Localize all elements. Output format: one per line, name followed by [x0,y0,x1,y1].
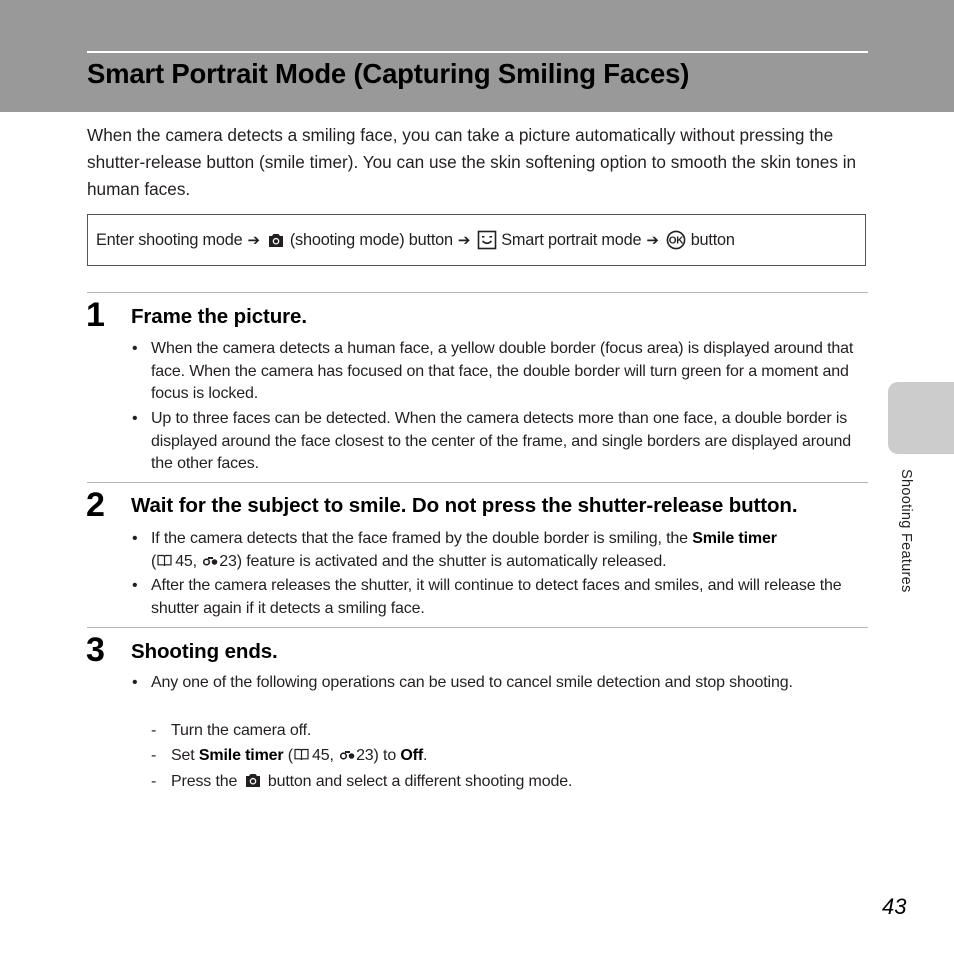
bullet-text: Any one of the following operations can be used to cancel smile detection and stop shooting. [151,674,793,691]
bullet-icon: • [132,530,138,547]
step-title: Frame the picture. [131,305,307,328]
sub-list-item: - Turn the camera off. [151,722,312,739]
step-divider [87,627,868,628]
ok-button-icon [666,230,686,250]
setting-name: Smile timer [198,747,284,764]
bullet-item [132,338,868,406]
bullet-text: Up to three faces can be detected. When the camera detects more than one face, a double border is displayed around the face closest to the center of the frame, and single borders are displayed around the other faces. [151,410,851,472]
bullet-icon: • [132,577,138,594]
step-divider [87,292,868,293]
bullet-icon: • [132,340,138,357]
book-reference-icon [294,748,309,761]
page-number: 43 [882,894,907,919]
bullet-item [132,575,868,620]
page-title: Smart Portrait Mode (Capturing Smiling Faces) [87,58,690,89]
side-tab-label: Shooting Features [898,469,914,593]
bullet-text: When the camera detects a human face, a yellow double border (focus area) is displayed around that face. When the camera has focused on that face, the double border will turn green for a moment and focus is locked. [151,340,854,402]
sub-list-item: - Press the button and select a different shooting mode. [151,773,573,790]
intro-paragraph: When the camera detects a smiling face, you can take a picture automatically without pressing the shutter-release button (smile timer). You can use the skin softening option to smooth the skin tones in human faces. [87,125,857,199]
sub-list-item: - Set Smile timer ( 45, 23) to Off. [151,747,428,764]
side-tab [888,382,954,454]
camera-icon [244,771,262,789]
step-number: 3 [86,631,105,669]
arrow-icon: ➔ [457,232,471,249]
svg-text:OK: OK [668,235,684,247]
reference-section-icon [203,556,218,566]
arrow-icon: ➔ [646,232,659,249]
bullet-item [132,528,868,573]
step-divider [87,482,868,483]
bullet-text: After the camera releases the shutter, it will continue to detect faces and smiles, and will release the shutter again if it detects a smiling face. [151,577,842,617]
step-title: Shooting ends. [131,640,278,663]
bullet-item [132,672,868,695]
bullet-icon: • [132,674,138,691]
bullet-text: If the camera detects that the face framed by the double border is smiling, the Smile timer ( 45, 23) feature is activated and the shutter is automatically released. [151,530,777,570]
book-reference-icon [157,554,172,567]
setting-name: Smile timer [692,530,777,547]
smile-face-icon [477,230,497,250]
header-band [0,0,954,112]
procedure-text-1: Enter shooting mode [96,230,243,249]
bullet-item [132,408,868,476]
arrow-icon: ➔ [247,232,260,249]
step-title: Wait for the subject to smile. Do not press the shutter-release button. [131,494,798,517]
reference-section-icon [340,750,355,760]
setting-value: Off [400,747,424,764]
header-rule [87,51,868,53]
procedure-text-3: Smart portrait mode [501,230,642,249]
procedure-text-2: (shooting mode) button [289,230,453,249]
bullet-icon: • [132,410,138,427]
step-number: 1 [86,296,105,334]
procedure-box [87,214,866,266]
procedure-text-4: button [690,230,735,249]
step-number: 2 [86,486,105,524]
camera-icon [267,231,285,249]
